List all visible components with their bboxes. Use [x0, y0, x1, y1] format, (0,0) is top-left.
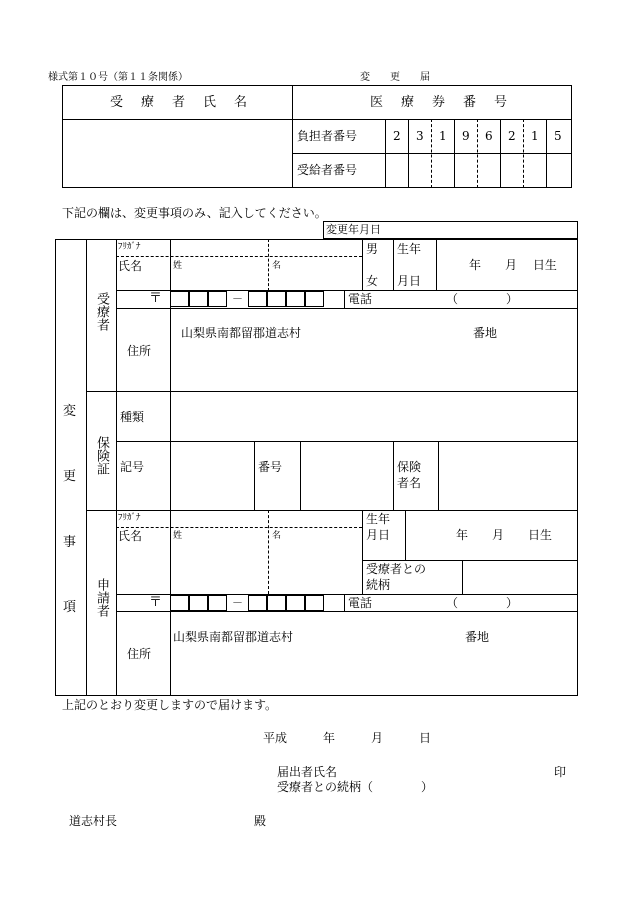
relation-label: 受療者との: [366, 562, 427, 576]
burden-digit: 1: [439, 129, 447, 143]
insurance-symbol-label: 記号: [120, 460, 145, 474]
date-line: 平成 年 月 日: [263, 731, 432, 745]
applicant-birth-format: 年 月 日生: [456, 528, 553, 542]
section-applicant-label: 申請者: [94, 578, 109, 617]
patient-given-name-label: 名: [272, 261, 282, 271]
burden-digit: 5: [554, 129, 562, 143]
burden-digit: 9: [462, 129, 470, 143]
applicant-surname-label: 姓: [173, 531, 183, 541]
insurance-type-label: 種類: [120, 410, 145, 424]
card-number-label: 医療券番号: [370, 95, 526, 110]
burden-digit: 3: [416, 129, 424, 143]
male-label: 男: [366, 242, 379, 256]
section-main-char: 変: [63, 404, 77, 419]
applicant-furigana-label: ﾌﾘｶﾞﾅ: [118, 513, 141, 523]
applicant-banchi: 番地: [465, 630, 490, 644]
patient-phone-paren: （ ）: [446, 292, 519, 306]
female-label: 女: [366, 274, 379, 288]
postal-mark: 〒: [149, 291, 163, 306]
applicant-address-label: 住所: [127, 647, 152, 661]
submitter-relation-label: 受療者との続柄（ ）: [277, 780, 434, 794]
applicant-phone-paren: （ ）: [446, 596, 519, 610]
statement-text: 上記のとおり変更しますので届けます。: [62, 698, 278, 712]
patient-birth-format: 年 月 日生: [469, 258, 557, 272]
applicant-given-name-label: 名: [272, 531, 282, 541]
applicant-birth-label: 生年: [366, 512, 391, 526]
instruction-text: 下記の欄は、変更事項のみ、記入してください。: [62, 206, 327, 220]
patient-address-label: 住所: [127, 344, 152, 358]
applicant-phone-label: 電話: [348, 596, 373, 610]
burden-digit: 1: [531, 129, 539, 143]
form-title: 変 更 届: [360, 72, 430, 83]
burden-digit: 2: [508, 129, 516, 143]
submitter-name-label: 届出者氏名: [277, 765, 338, 779]
section-patient-label: 受療者: [94, 292, 109, 331]
patient-banchi: 番地: [473, 326, 498, 340]
section-main-char: 項: [63, 600, 77, 615]
patient-furigana-label: ﾌﾘｶﾞﾅ: [118, 242, 141, 252]
section-insurance-label: 保険証: [94, 436, 109, 475]
form-number: 様式第１０号（第１１条関係）: [48, 72, 188, 83]
seal-mark: 印: [554, 765, 567, 779]
postal-dash: －: [232, 596, 243, 609]
burden-number-label: 負担者番号: [297, 129, 358, 143]
recipient-number-label: 受給者番号: [297, 163, 358, 177]
mayor-label: 道志村長: [69, 814, 118, 828]
section-main-char: 更: [63, 469, 77, 484]
patient-phone-label: 電話: [348, 292, 373, 306]
burden-digit: 6: [485, 129, 493, 143]
postal-mark: 〒: [149, 595, 163, 610]
patient-address: 山梨県南都留郡道志村: [181, 326, 302, 340]
patient-name-label: 氏名: [118, 259, 143, 273]
insurer-label: 保険: [397, 460, 422, 474]
patient-name-label: 受療者氏名: [110, 95, 266, 110]
insurer-label: 者名: [397, 476, 422, 490]
honorific-label: 殿: [254, 814, 267, 828]
patient-birth-label: 生年: [397, 242, 422, 256]
insurance-number-label: 番号: [258, 460, 283, 474]
applicant-address: 山梨県南都留郡道志村: [173, 630, 294, 644]
patient-birth-label: 月日: [397, 274, 422, 288]
applicant-birth-label: 月日: [366, 528, 391, 542]
applicant-name-label: 氏名: [118, 529, 143, 543]
relation-label: 続柄: [366, 578, 391, 592]
burden-digit: 2: [393, 129, 401, 143]
change-date-label: 変更年月日: [326, 223, 381, 236]
section-main-char: 事: [63, 535, 77, 550]
patient-surname-label: 姓: [173, 261, 183, 271]
postal-dash: －: [232, 292, 243, 305]
